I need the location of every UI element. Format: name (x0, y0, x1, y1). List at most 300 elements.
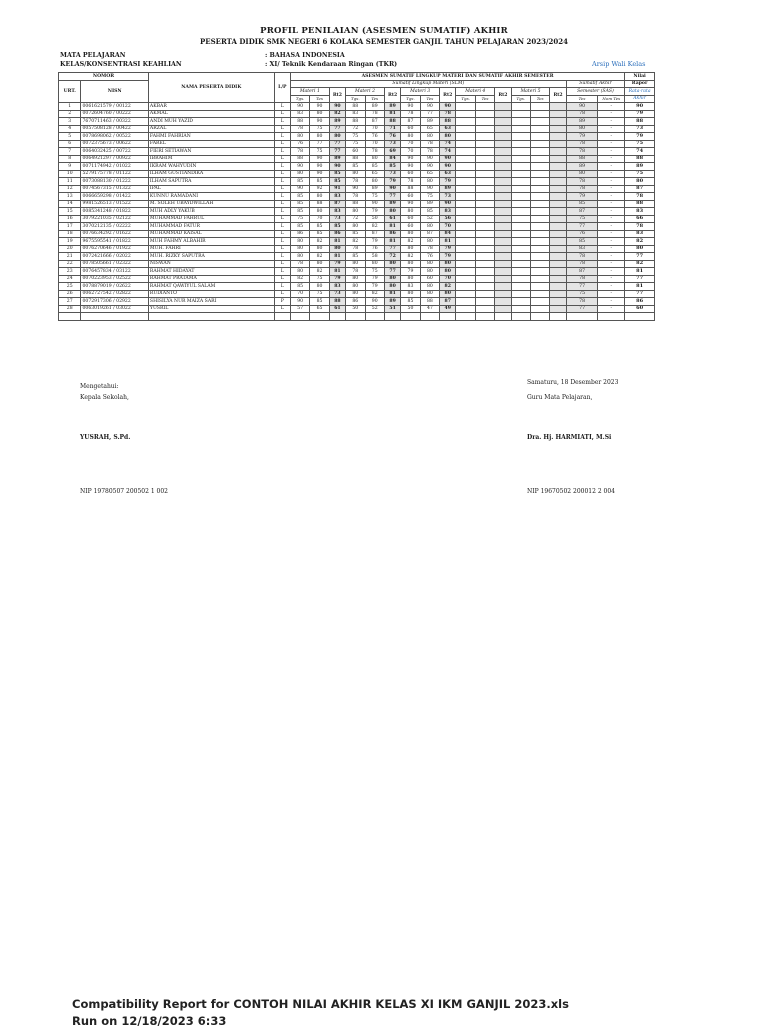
row-name: ANDI MUH YAZID (148, 118, 274, 126)
materi-3-task: 80 (401, 245, 420, 253)
row-number: 13 (59, 193, 81, 201)
materi-2-test: 76 (365, 133, 384, 141)
table-row (59, 200, 655, 208)
footer-line-1: Compatibility Report for CONTOH NILAI AKHIR KELAS XI IKM GANJIL 2023.xls (72, 997, 569, 1011)
materi-4-test (475, 283, 494, 291)
materi-2-task: 85 (346, 163, 365, 171)
row-number: 7 (59, 148, 81, 156)
materi-5-test (530, 275, 549, 283)
sas-nontest: - (598, 260, 625, 268)
row-gender: L (274, 185, 290, 193)
materi-1-task: 82 (290, 275, 309, 283)
materi-1-test: 70 (310, 215, 329, 223)
empty-cell (384, 313, 400, 321)
row-number: 28 (59, 305, 81, 313)
materi-1-test: 80 (310, 260, 329, 268)
final-score: 82 (625, 260, 655, 268)
row-nisn: 0057508128 / 00422 (81, 125, 148, 133)
sas-test: 85 (566, 238, 598, 246)
materi-2-test: 90 (365, 200, 384, 208)
row-gender: L (274, 215, 290, 223)
signature-principal-nip: NIP 19780507 200502 1 002 (80, 488, 168, 495)
materi-5-test (530, 215, 549, 223)
row-nisn: 0072421666 / 02022 (81, 253, 148, 261)
materi-1-test: 92 (310, 185, 329, 193)
sas-nontest: - (598, 283, 625, 291)
row-name: ILHAM GUSTIANDIKA (148, 170, 274, 178)
row-number: 15 (59, 208, 81, 216)
materi-3-average: 79 (440, 253, 456, 261)
row-nisn: 0070223953 / 02522 (81, 275, 148, 283)
empty-cell (530, 313, 549, 321)
row-nisn: 0063019261 / 03022 (81, 305, 148, 313)
materi-4-average (495, 185, 511, 193)
materi-3-task: 60 (401, 215, 420, 223)
header-sas-1: Sumatif Akhir (566, 80, 624, 88)
materi-1-task: 90 (290, 298, 309, 306)
header-rt-4: Rt2 (495, 88, 511, 103)
materi-4-task (456, 223, 475, 231)
row-name: IBRAHIM (148, 155, 274, 163)
row-nisn: 9981526513 / 01522 (81, 200, 148, 208)
header-tes: Tes (475, 95, 494, 103)
materi-4-test (475, 148, 494, 156)
empty-cell (148, 313, 274, 321)
materi-1-average: 83 (329, 283, 345, 291)
final-score: 83 (625, 208, 655, 216)
row-gender: L (274, 290, 290, 298)
materi-1-test: 75 (310, 275, 329, 283)
materi-3-average: 79 (440, 178, 456, 186)
row-name: AKMAL (148, 110, 274, 118)
materi-2-test: 75 (365, 193, 384, 201)
materi-2-average: 77 (384, 268, 400, 276)
materi-5-test (530, 283, 549, 291)
materi-4-average (495, 155, 511, 163)
materi-2-task: 72 (346, 215, 365, 223)
final-score: 90 (625, 103, 655, 111)
empty-cell (329, 313, 345, 321)
footer-line-2: Run on 12/18/2023 6:33 (72, 1014, 227, 1028)
materi-3-test: 80 (420, 223, 439, 231)
materi-4-task (456, 125, 475, 133)
materi-1-average: 73 (329, 215, 345, 223)
signature-date: Samaturu, 18 Desember 2023 (527, 379, 619, 386)
materi-1-test: 90 (310, 170, 329, 178)
materi-3-average: 83 (440, 208, 456, 216)
header-nama: NAMA PESERTA DIDIK (148, 73, 274, 103)
row-nisn: 5279175778 / 01122 (81, 170, 148, 178)
sas-nontest: - (598, 155, 625, 163)
materi-4-test (475, 193, 494, 201)
row-nisn: 0072917306 / 02922 (81, 298, 148, 306)
materi-4-test (475, 223, 494, 231)
materi-4-average (495, 200, 511, 208)
materi-4-average (495, 253, 511, 261)
materi-5-average (550, 268, 566, 276)
signature-teacher-role: Guru Mata Pelajaran, (527, 394, 593, 401)
sas-nontest: - (598, 215, 625, 223)
materi-3-test: 65 (420, 125, 439, 133)
materi-3-test: 90 (420, 185, 439, 193)
materi-3-average: 70 (440, 223, 456, 231)
row-nisn: 0078879019 / 02622 (81, 283, 148, 291)
materi-2-average: 90 (384, 185, 400, 193)
sas-nontest: - (598, 103, 625, 111)
sas-nontest: - (598, 125, 625, 133)
row-number: 6 (59, 140, 81, 148)
empty-cell (346, 313, 365, 321)
materi-5-average (550, 118, 566, 126)
materi-3-task: 80 (401, 208, 420, 216)
materi-1-average: 88 (329, 298, 345, 306)
materi-2-test: 79 (365, 275, 384, 283)
final-score: 79 (625, 110, 655, 118)
header-tgs: Tgs. (511, 95, 530, 103)
row-name: RAHMAT PRATAMA (148, 275, 274, 283)
materi-2-task: 80 (346, 290, 365, 298)
materi-5-test (530, 163, 549, 171)
materi-3-task: 78 (401, 178, 420, 186)
materi-5-average (550, 185, 566, 193)
materi-3-test: 78 (420, 245, 439, 253)
materi-4-task (456, 193, 475, 201)
row-gender: L (274, 230, 290, 238)
row-nisn: 0078698062 / 00522 (81, 133, 148, 141)
sas-test: 89 (566, 118, 598, 126)
materi-3-task: 60 (401, 170, 420, 178)
materi-1-task: 78 (290, 260, 309, 268)
final-score: 83 (625, 230, 655, 238)
final-score: 86 (625, 298, 655, 306)
row-gender: L (274, 200, 290, 208)
row-name: ILHAM SAPUTRA (148, 178, 274, 186)
materi-2-average: 88 (384, 118, 400, 126)
materi-5-average (550, 103, 566, 111)
empty-cell (495, 313, 511, 321)
table-row (59, 133, 655, 141)
materi-3-test: 90 (420, 103, 439, 111)
materi-5-task (511, 193, 530, 201)
materi-1-average: 85 (329, 170, 345, 178)
row-number: 18 (59, 230, 81, 238)
materi-2-average: 77 (384, 193, 400, 201)
row-number: 21 (59, 253, 81, 261)
materi-2-test: 87 (365, 118, 384, 126)
materi-2-task: 80 (346, 223, 365, 231)
final-score: 88 (625, 155, 655, 163)
final-score: 89 (625, 163, 655, 171)
materi-2-test: 52 (365, 305, 384, 313)
materi-4-average (495, 110, 511, 118)
materi-4-test (475, 208, 494, 216)
empty-cell (440, 313, 456, 321)
sas-test: 78 (566, 253, 598, 261)
materi-4-task (456, 170, 475, 178)
materi-1-task: 88 (290, 118, 309, 126)
materi-5-average (550, 275, 566, 283)
materi-5-test (530, 103, 549, 111)
page-title: PROFIL PENILAIAN (ASESMEN SUMATIF) AKHIR (260, 26, 508, 36)
materi-2-task: 88 (346, 155, 365, 163)
row-name: RAHMAT QAWIYUL SALAM (148, 283, 274, 291)
materi-5-task (511, 133, 530, 141)
materi-1-task: 85 (290, 178, 309, 186)
row-name: FAHMI FAHRIAN (148, 133, 274, 141)
row-name: MUH FAHMY ALBAHIR (148, 238, 274, 246)
sas-nontest: - (598, 148, 625, 156)
materi-4-average (495, 260, 511, 268)
row-number: 19 (59, 238, 81, 246)
materi-4-task (456, 275, 475, 283)
signature-teacher-nip: NIP 19670502 200012 2 004 (527, 488, 615, 495)
materi-1-task: 85 (290, 223, 309, 231)
row-name: MUH. FAHRI (148, 245, 274, 253)
header-tes: Tes (530, 95, 549, 103)
materi-3-average: 63 (440, 125, 456, 133)
materi-4-test (475, 290, 494, 298)
materi-2-average: 76 (384, 133, 400, 141)
materi-3-task: 80 (401, 260, 420, 268)
materi-2-average: 80 (384, 283, 400, 291)
empty-cell (59, 313, 81, 321)
materi-5-average (550, 133, 566, 141)
materi-2-average: 89 (384, 103, 400, 111)
materi-1-average: 89 (329, 118, 345, 126)
materi-4-task (456, 148, 475, 156)
materi-1-average: 90 (329, 163, 345, 171)
sas-test: 78 (566, 140, 598, 148)
materi-5-task (511, 170, 530, 178)
subject-value: : BAHASA INDONESIA (265, 52, 345, 59)
materi-2-average: 73 (384, 170, 400, 178)
sas-test: 75 (566, 290, 598, 298)
row-nisn: 0085341248 / 01822 (81, 208, 148, 216)
materi-1-task: 90 (290, 185, 309, 193)
row-number: 12 (59, 185, 81, 193)
materi-5-test (530, 185, 549, 193)
materi-2-average: 61 (384, 215, 400, 223)
materi-2-task: 75 (346, 133, 365, 141)
row-name: YUSRIL (148, 305, 274, 313)
materi-4-task (456, 185, 475, 193)
materi-1-average: 85 (329, 223, 345, 231)
materi-4-test (475, 268, 494, 276)
materi-2-test: 70 (365, 125, 384, 133)
materi-5-task (511, 178, 530, 186)
materi-3-average: 74 (440, 148, 456, 156)
materi-5-test (530, 230, 549, 238)
materi-5-test (530, 148, 549, 156)
final-score: 80 (625, 178, 655, 186)
row-nisn: 0072604760 / 00222 (81, 110, 148, 118)
row-number: 11 (59, 178, 81, 186)
materi-2-task: 85 (346, 253, 365, 261)
materi-1-average: 81 (329, 268, 345, 276)
materi-2-test: 70 (365, 140, 384, 148)
materi-2-test: 79 (365, 283, 384, 291)
materi-4-test (475, 103, 494, 111)
row-gender: L (274, 253, 290, 261)
sas-nontest: - (598, 275, 625, 283)
materi-1-test: 88 (310, 200, 329, 208)
row-number: 26 (59, 290, 81, 298)
materi-4-test (475, 178, 494, 186)
materi-3-test: 80 (420, 283, 439, 291)
row-name: MUH ADLY YAKUB (148, 208, 274, 216)
materi-4-task (456, 140, 475, 148)
table-row (59, 283, 655, 291)
materi-3-test: 65 (420, 170, 439, 178)
materi-2-task: 88 (346, 103, 365, 111)
materi-3-task: 82 (401, 253, 420, 261)
materi-5-task (511, 155, 530, 163)
table-row (59, 170, 655, 178)
sas-nontest: - (598, 200, 625, 208)
materi-1-test: 75 (310, 125, 329, 133)
sas-nontest: - (598, 223, 625, 231)
header-sas-2: Semester (SAS) (566, 88, 624, 96)
empty-cell (475, 313, 494, 321)
materi-5-average (550, 215, 566, 223)
table-row (59, 148, 655, 156)
materi-4-test (475, 245, 494, 253)
table-row (59, 290, 655, 298)
row-gender: L (274, 110, 290, 118)
row-name: MUH. RIZKY SAPUTRA (148, 253, 274, 261)
sas-test: 89 (566, 163, 598, 171)
materi-2-task: 60 (346, 148, 365, 156)
materi-4-task (456, 298, 475, 306)
header-tgs: Tgs. (346, 95, 365, 103)
materi-3-task: 70 (401, 148, 420, 156)
materi-3-average: 90 (440, 163, 456, 171)
empty-cell (290, 313, 309, 321)
header-nilai-1: Nilai (625, 73, 655, 81)
materi-1-test: 77 (310, 140, 329, 148)
header-tgs: Tgs. (456, 95, 475, 103)
materi-5-test (530, 223, 549, 231)
materi-3-average: 80 (440, 268, 456, 276)
materi-5-average (550, 305, 566, 313)
materi-4-task (456, 103, 475, 111)
materi-3-test: 77 (420, 110, 439, 118)
materi-4-average (495, 208, 511, 216)
row-nisn: 0074567315 / 01322 (81, 185, 148, 193)
row-name: SHISILYA NUR MAIZA SARI (148, 298, 274, 306)
row-nisn: 0062727542 / 02822 (81, 290, 148, 298)
materi-4-test (475, 163, 494, 171)
materi-1-test: 90 (310, 103, 329, 111)
materi-3-task: 78 (401, 110, 420, 118)
materi-4-task (456, 290, 475, 298)
materi-5-task (511, 245, 530, 253)
materi-3-test: 89 (420, 200, 439, 208)
materi-4-test (475, 215, 494, 223)
final-score: 88 (625, 118, 655, 126)
materi-2-task: 86 (346, 298, 365, 306)
materi-5-task (511, 208, 530, 216)
materi-2-test: 80 (365, 178, 384, 186)
materi-5-test (530, 118, 549, 126)
row-name: KUNNU RAMADANI (148, 193, 274, 201)
materi-3-test: 88 (420, 298, 439, 306)
materi-1-task: 80 (290, 170, 309, 178)
materi-5-average (550, 238, 566, 246)
materi-5-test (530, 178, 549, 186)
materi-1-task: 88 (290, 155, 309, 163)
materi-1-average: 83 (329, 208, 345, 216)
materi-2-task: 72 (346, 125, 365, 133)
materi-5-task (511, 163, 530, 171)
materi-2-test: 76 (365, 245, 384, 253)
final-score: 77 (625, 290, 655, 298)
table-row (59, 298, 655, 306)
materi-1-average: 80 (329, 133, 345, 141)
table-row (59, 215, 655, 223)
row-nisn: 7670711463 / 00322 (81, 118, 148, 126)
materi-2-task: 80 (346, 208, 365, 216)
materi-1-test: 85 (310, 298, 329, 306)
materi-5-average (550, 140, 566, 148)
materi-2-task: 75 (346, 140, 365, 148)
table-row (59, 103, 655, 111)
materi-1-average: 87 (329, 200, 345, 208)
materi-3-test: 80 (420, 290, 439, 298)
materi-1-average: 79 (329, 260, 345, 268)
materi-3-test: 87 (420, 230, 439, 238)
row-number: 8 (59, 155, 81, 163)
header-rt-5: Rt2 (550, 88, 566, 103)
final-score: 81 (625, 283, 655, 291)
row-gender: L (274, 170, 290, 178)
materi-1-task: 76 (290, 140, 309, 148)
row-number: 16 (59, 215, 81, 223)
materi-5-test (530, 140, 549, 148)
materi-2-test: 89 (365, 185, 384, 193)
materi-2-task: 88 (346, 200, 365, 208)
materi-4-average (495, 193, 511, 201)
materi-2-test: 89 (365, 103, 384, 111)
row-nisn: 9675595541 / 01822 (81, 238, 148, 246)
materi-5-average (550, 155, 566, 163)
sas-nontest: - (598, 185, 625, 193)
row-number: 25 (59, 283, 81, 291)
table-row (59, 178, 655, 186)
row-gender: L (274, 245, 290, 253)
row-number: 23 (59, 268, 81, 276)
sas-test: 78 (566, 185, 598, 193)
sas-nontest: - (598, 208, 625, 216)
materi-1-task: 78 (290, 148, 309, 156)
materi-2-average: 80 (384, 260, 400, 268)
row-nisn: 0072375673 / 00622 (81, 140, 148, 148)
archive-label: Arsip Wali Kelas (592, 60, 646, 68)
materi-4-average (495, 103, 511, 111)
materi-3-average: 63 (440, 170, 456, 178)
materi-3-task: 80 (401, 275, 420, 283)
row-number: 17 (59, 223, 81, 231)
materi-2-test: 75 (365, 268, 384, 276)
final-score: 73 (625, 125, 655, 133)
materi-1-average: 90 (329, 103, 345, 111)
materi-1-task: 85 (290, 200, 309, 208)
materi-1-test: 82 (310, 238, 329, 246)
materi-3-test: 52 (420, 215, 439, 223)
materi-4-task (456, 305, 475, 313)
row-gender: L (274, 133, 290, 141)
materi-4-average (495, 163, 511, 171)
